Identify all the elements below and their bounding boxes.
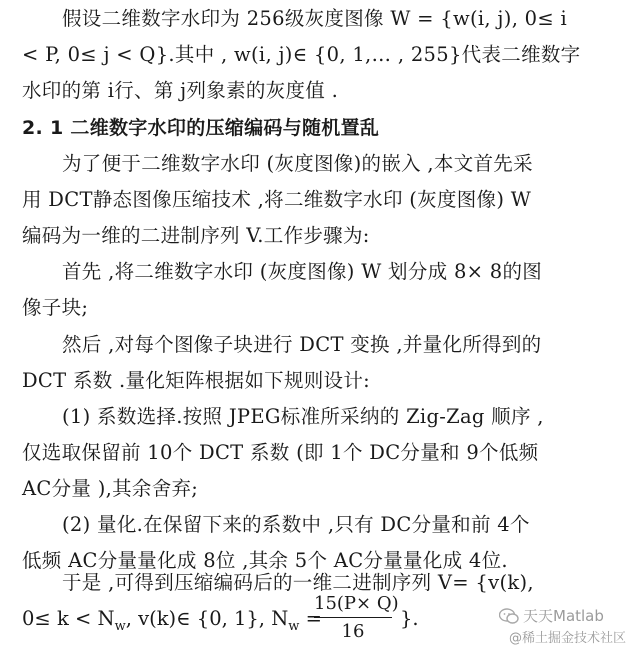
- paragraph-line-10: 然后 ,对每个图像子块进行 DCT 变换 ,并量化所得到的: [62, 333, 542, 356]
- fraction-bar: [314, 617, 392, 618]
- paragraph-line-17: 于是 ,可得到压缩编码后的一维二进制序列 V= {v(k),: [62, 571, 534, 594]
- paragraph-line-11: DCT 系数 .量化矩阵根据如下规则设计:: [22, 369, 371, 392]
- paragraph-line-14: AC分量 ),其余舍弃;: [22, 477, 199, 500]
- formula-subscript-2: w: [288, 618, 300, 634]
- paragraph-line-8: 首先 ,将二维数字水印 (灰度图像) W 划分成 8× 8的图: [62, 260, 543, 283]
- formula-equals: =: [299, 607, 322, 630]
- watermark-line-2: @稀土掘金技术社区: [509, 631, 627, 646]
- paragraph-line-9: 像子块;: [22, 296, 89, 319]
- formula-fraction: [314, 592, 399, 644]
- watermark: [495, 606, 633, 652]
- chat-bubble-icon: [499, 608, 519, 625]
- paragraph-line-5: 为了便于二维数字水印 (灰度图像)的嵌入 ,本文首先采: [62, 152, 533, 175]
- fraction-numerator: 15(P× Q): [314, 593, 399, 614]
- paragraph-line-13: 仅选取保留前 10个 DCT 系数 (即 1个 DC分量和 9个低频: [22, 441, 539, 464]
- formula-left: [22, 604, 322, 642]
- paragraph-line-2: < P, 0≤ j < Q}.其中 , w(i, j)∈ {0, 1,… , 255}代表二维数字: [22, 43, 581, 66]
- paragraph-line-6: 用 DCT静态图像压缩技术 ,将二维数字水印 (灰度图像) W: [22, 188, 532, 211]
- formula-suffix: }.: [400, 607, 419, 630]
- formula-subscript-1: w: [114, 618, 126, 634]
- paragraph-line-7: 编码为一维的二进制序列 V.工作步骤为:: [22, 224, 370, 247]
- watermark-line-1: 天天Matlab: [523, 607, 604, 625]
- formula-middle: , v(k)∈ {0, 1}, N: [125, 607, 289, 630]
- paragraph-line-3: 水印的第 i行、第 j列象素的灰度值 .: [22, 79, 339, 102]
- fraction-denominator: 16: [341, 621, 365, 642]
- section-heading: 2. 1 二维数字水印的压缩编码与随机置乱: [22, 117, 380, 139]
- paragraph-line-16: 低频 AC分量量化成 8位 ,其余 5个 AC分量量化成 4位.: [22, 549, 508, 572]
- paragraph-line-12: (1) 系数选择.按照 JPEG标准所采纳的 Zig-Zag 顺序 ,: [62, 405, 544, 428]
- paragraph-line-15: (2) 量化.在保留下来的系数中 ,只有 DC分量和前 4个: [62, 513, 530, 536]
- formula-prefix: 0≤ k < N: [22, 607, 115, 630]
- paragraph-line-1: 假设二维数字水印为 256级灰度图像 W = {w(i, j), 0≤ i: [62, 7, 568, 30]
